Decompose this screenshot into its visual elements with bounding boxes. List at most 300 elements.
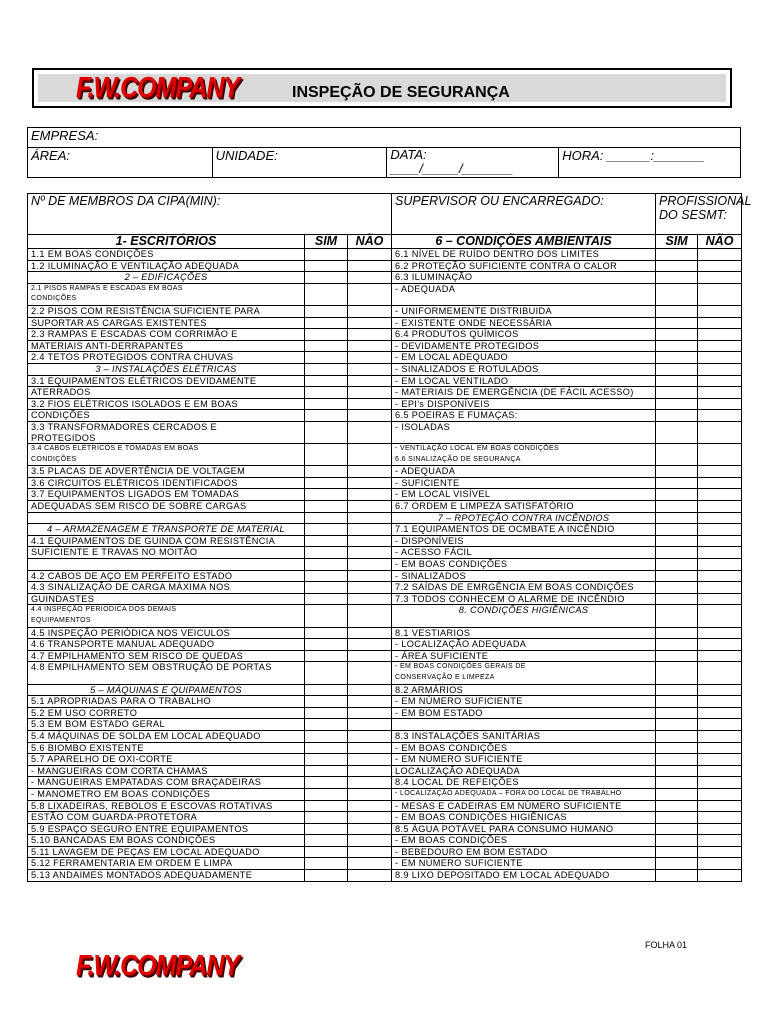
- checkbox-nao-right[interactable]: [698, 605, 742, 627]
- checkbox-nao-left[interactable]: [348, 340, 392, 352]
- checkbox-sim-left[interactable]: [305, 662, 348, 684]
- table-row: [28, 305, 742, 317]
- checkbox-nao-left[interactable]: [348, 707, 392, 719]
- table-row: [28, 639, 742, 651]
- checkbox-sim-left[interactable]: [305, 696, 348, 708]
- checkbox-sim-right[interactable]: [656, 375, 698, 387]
- checkbox-nao-left[interactable]: [348, 684, 392, 696]
- checkbox-nao-right[interactable]: [698, 639, 742, 651]
- checkbox-sim-left[interactable]: [305, 707, 348, 719]
- checkbox-sim-right[interactable]: [656, 547, 698, 559]
- checkbox-sim-left[interactable]: [305, 535, 348, 547]
- item-left: 4 – ARMAZENAGEM E TRANSPORTE DE MATERIAL: [28, 524, 305, 536]
- table-row: [28, 249, 742, 261]
- checkbox-sim-right[interactable]: [656, 605, 698, 627]
- checkbox-sim-left[interactable]: [305, 765, 348, 777]
- table-row: [28, 627, 742, 639]
- table-row: [28, 835, 742, 847]
- item-left: 5.3 EM BOM ESTADO GERAL: [28, 719, 305, 731]
- checkbox-nao-right[interactable]: [698, 444, 742, 466]
- table-row: [28, 650, 742, 662]
- checkbox-sim-left[interactable]: [305, 363, 348, 375]
- checkbox-nao-left[interactable]: [348, 260, 392, 272]
- item-left: 1.1 EM BOAS CONDIÇÕES: [28, 249, 305, 261]
- cipa-members-label[interactable]: Nº DE MEMBROS DA CIPA(MIN):: [28, 194, 392, 235]
- checkbox-nao-right[interactable]: [698, 812, 742, 824]
- item-left: 4.1 EQUIPAMENTOS DE GUINDA COM RESISTÊNCIA: [28, 535, 305, 547]
- checkbox-sim-right[interactable]: [656, 788, 698, 800]
- table-row: [28, 582, 742, 594]
- checkbox-sim-left[interactable]: [305, 260, 348, 272]
- checkbox-sim-left[interactable]: [305, 754, 348, 766]
- checkbox-nao-left[interactable]: [348, 305, 392, 317]
- checkbox-sim-left[interactable]: [305, 858, 348, 870]
- item-right: - VENTILAÇÃO LOCAL EM BOAS CONDIÇÕES 6.6 SINALIZAÇÃO DE SEGURANÇA: [392, 444, 656, 466]
- checkbox-sim-left[interactable]: [305, 627, 348, 639]
- item-left: ESTÃO COM GUARDA-PROTETORA: [28, 812, 305, 824]
- item-right: - ADEQUADA: [392, 466, 656, 478]
- checkbox-sim-right[interactable]: [656, 249, 698, 261]
- table-row: [28, 524, 742, 536]
- item-left: 5.2 EM USO CORRETO: [28, 707, 305, 719]
- checkbox-nao-right[interactable]: [698, 858, 742, 870]
- checkbox-sim-right[interactable]: [656, 870, 698, 882]
- item-left: 3.3 TRANSFORMADORES CERCADOS E PROTEGIDOS: [28, 421, 305, 443]
- item-right: - EM BOAS CONDIÇÕES: [392, 835, 656, 847]
- checkbox-nao-left[interactable]: [348, 662, 392, 684]
- checkbox-sim-left[interactable]: [305, 605, 348, 627]
- checkbox-sim-right[interactable]: [656, 444, 698, 466]
- checkbox-nao-left[interactable]: [348, 317, 392, 329]
- checkbox-nao-left[interactable]: [348, 754, 392, 766]
- checkbox-sim-left[interactable]: [305, 352, 348, 364]
- checkbox-sim-right[interactable]: [656, 800, 698, 812]
- checkbox-sim-right[interactable]: [656, 283, 698, 305]
- checkbox-sim-left[interactable]: [305, 317, 348, 329]
- checkbox-sim-right[interactable]: [656, 477, 698, 489]
- checkbox-nao-right[interactable]: [698, 410, 742, 422]
- checkbox-nao-left[interactable]: [348, 512, 392, 524]
- checkbox-nao-right[interactable]: [698, 489, 742, 501]
- field-area[interactable]: ÁREA:: [28, 148, 213, 178]
- table-row: [28, 272, 742, 284]
- item-left: 1.2 ILUMINAÇÃO E VENTILAÇÃO ADEQUADA: [28, 260, 305, 272]
- page-title: INSPEÇÃO DE SEGURANÇA: [292, 84, 510, 101]
- item-right: - DEVIDAMENTE PROTEGIDOS: [392, 340, 656, 352]
- checkbox-nao-right[interactable]: [698, 627, 742, 639]
- item-left: 5.9 ESPAÇO SEGURO ENTRE EQUIPAMENTOS: [28, 823, 305, 835]
- checkbox-sim-left[interactable]: [305, 650, 348, 662]
- checkbox-sim-left[interactable]: [305, 639, 348, 651]
- item-right: - SINALIZADOS: [392, 570, 656, 582]
- checkbox-sim-left[interactable]: [305, 719, 348, 731]
- field-data[interactable]: DATA: ____/_____/_______: [387, 148, 559, 178]
- checkbox-sim-right[interactable]: [656, 858, 698, 870]
- checkbox-nao-left[interactable]: [348, 870, 392, 882]
- checkbox-nao-left[interactable]: [348, 249, 392, 261]
- item-left: 4.3 SINALIZAÇÃO DE CARGA MÁXIMA NOS: [28, 582, 305, 594]
- checkbox-nao-right[interactable]: [698, 559, 742, 571]
- table-row: [28, 363, 742, 375]
- checkbox-nao-right[interactable]: [698, 398, 742, 410]
- item-left: 3.2 FIOS ELÉTRICOS ISOLADOS E EM BOAS: [28, 398, 305, 410]
- field-empresa[interactable]: EMPRESA:: [28, 128, 741, 148]
- checkbox-sim-left[interactable]: [305, 512, 348, 524]
- table-row: [28, 444, 742, 466]
- table-row: [28, 398, 742, 410]
- section-header-ambientais: 6 – CONDIÇÕES AMBIENTAIS: [392, 235, 656, 249]
- checkbox-sim-left[interactable]: [305, 835, 348, 847]
- item-right: 8.3 INSTALAÇÕES SANITÁRIAS: [392, 730, 656, 742]
- checkbox-nao-left[interactable]: [348, 627, 392, 639]
- checkbox-sim-right[interactable]: [656, 696, 698, 708]
- checkbox-nao-right[interactable]: [698, 765, 742, 777]
- table-row: [28, 730, 742, 742]
- checkbox-sim-left[interactable]: [305, 489, 348, 501]
- checkbox-nao-left[interactable]: [348, 593, 392, 605]
- checkbox-nao-right[interactable]: [698, 707, 742, 719]
- checkbox-nao-left[interactable]: [348, 559, 392, 571]
- item-left: [28, 512, 305, 524]
- item-left: 4.2 CABOS DE AÇO EM PERFEITO ESTADO: [28, 570, 305, 582]
- item-left: 3.6 CIRCUITOS ELÉTRICOS IDENTIFICADOS: [28, 477, 305, 489]
- checkbox-nao-right[interactable]: [698, 593, 742, 605]
- checkbox-sim-left[interactable]: [305, 823, 348, 835]
- table-row: [28, 535, 742, 547]
- checkbox-nao-right[interactable]: [698, 249, 742, 261]
- checkbox-sim-left[interactable]: [305, 582, 348, 594]
- checkbox-nao-right[interactable]: [698, 340, 742, 352]
- sesmt-label[interactable]: PROFISSIONAL DO SESMT:: [656, 194, 742, 235]
- checkbox-sim-right[interactable]: [656, 466, 698, 478]
- checkbox-sim-left[interactable]: [305, 559, 348, 571]
- checkbox-nao-left[interactable]: [348, 329, 392, 341]
- checkbox-sim-right[interactable]: [656, 421, 698, 443]
- checkbox-sim-left[interactable]: [305, 788, 348, 800]
- checkbox-sim-right[interactable]: [656, 846, 698, 858]
- checkbox-nao-right[interactable]: [698, 800, 742, 812]
- checkbox-sim-right[interactable]: [656, 823, 698, 835]
- checkbox-nao-left[interactable]: [348, 582, 392, 594]
- item-left: 5.10 BANCADAS EM BOAS CONDIÇÕES: [28, 835, 305, 847]
- checkbox-nao-right[interactable]: [698, 387, 742, 399]
- checkbox-nao-left[interactable]: [348, 410, 392, 422]
- checkbox-nao-left[interactable]: [348, 858, 392, 870]
- checkbox-nao-left[interactable]: [348, 421, 392, 443]
- item-left: 5.4 MÁQUINAS DE SOLDA EM LOCAL ADEQUADO: [28, 730, 305, 742]
- checkbox-sim-left[interactable]: [305, 477, 348, 489]
- checkbox-sim-left[interactable]: [305, 398, 348, 410]
- checkbox-sim-right[interactable]: [656, 593, 698, 605]
- item-left: 5.8 LIXADEIRAS, REBOLOS E ESCOVAS ROTATIVAS: [28, 800, 305, 812]
- checkbox-sim-right[interactable]: [656, 742, 698, 754]
- checkbox-sim-left[interactable]: [305, 329, 348, 341]
- checkbox-nao-left[interactable]: [348, 283, 392, 305]
- checkbox-nao-right[interactable]: [698, 788, 742, 800]
- checkbox-sim-left[interactable]: [305, 375, 348, 387]
- checkbox-nao-left[interactable]: [348, 777, 392, 789]
- table-row: [28, 547, 742, 559]
- checkbox-sim-left[interactable]: [305, 812, 348, 824]
- checkbox-sim-left[interactable]: [305, 593, 348, 605]
- checkbox-sim-right[interactable]: [656, 639, 698, 651]
- item-left: ATERRADOS: [28, 387, 305, 399]
- checkbox-sim-left[interactable]: [305, 466, 348, 478]
- checkbox-sim-right[interactable]: [656, 535, 698, 547]
- item-left: 5.12 FERRAMENTARIA EM ORDEM E LIMPA: [28, 858, 305, 870]
- item-left: 2.2 PISOS COM RESISTÊNCIA SUFICIENTE PARA: [28, 305, 305, 317]
- checkbox-nao-right[interactable]: [698, 582, 742, 594]
- checkbox-nao-right[interactable]: [698, 835, 742, 847]
- checkbox-sim-left[interactable]: [305, 305, 348, 317]
- checkbox-sim-right[interactable]: [656, 719, 698, 731]
- checkbox-nao-left[interactable]: [348, 466, 392, 478]
- checkbox-nao-right[interactable]: [698, 421, 742, 443]
- item-left: CONDIÇÕES: [28, 410, 305, 422]
- item-left: 5.1 APROPRIADAS PARA O TRABALHO: [28, 696, 305, 708]
- item-left: GUINDASTES: [28, 593, 305, 605]
- table-row: [28, 260, 742, 272]
- checkbox-nao-left[interactable]: [348, 719, 392, 731]
- checkbox-sim-right[interactable]: [656, 489, 698, 501]
- checkbox-nao-right[interactable]: [698, 547, 742, 559]
- table-row: [28, 477, 742, 489]
- checkbox-nao-right[interactable]: [698, 684, 742, 696]
- item-left: 2.4 TETOS PROTEGIDOS CONTRA CHUVAS: [28, 352, 305, 364]
- checkbox-sim-left[interactable]: [305, 684, 348, 696]
- checkbox-nao-right[interactable]: [698, 466, 742, 478]
- table-row: [28, 329, 742, 341]
- checkbox-sim-right[interactable]: [656, 352, 698, 364]
- item-left: 2 – EDIFICAÇÕES: [28, 272, 305, 284]
- table-row: [28, 605, 742, 627]
- item-left: 5 – MÁQUINAS E QUIPAMENTOS: [28, 684, 305, 696]
- checkbox-nao-left[interactable]: [348, 800, 392, 812]
- checkbox-sim-right[interactable]: [656, 363, 698, 375]
- checkbox-nao-right[interactable]: [698, 662, 742, 684]
- checkbox-sim-right[interactable]: [656, 387, 698, 399]
- supervisor-label[interactable]: SUPERVISOR OU ENCARREGADO:: [392, 194, 656, 235]
- item-right: - EM NÚMERO SUFICIENTE: [392, 696, 656, 708]
- checkbox-sim-left[interactable]: [305, 501, 348, 513]
- checkbox-nao-left[interactable]: [348, 765, 392, 777]
- field-unidade[interactable]: UNIDADE:: [212, 148, 387, 178]
- checkbox-sim-right[interactable]: [656, 707, 698, 719]
- checkbox-nao-left[interactable]: [348, 547, 392, 559]
- checkbox-sim-left[interactable]: [305, 421, 348, 443]
- checkbox-sim-left[interactable]: [305, 410, 348, 422]
- checkbox-nao-right[interactable]: [698, 317, 742, 329]
- checkbox-nao-left[interactable]: [348, 444, 392, 466]
- item-right: - EM BOM ESTADO: [392, 707, 656, 719]
- checkbox-nao-left[interactable]: [348, 570, 392, 582]
- item-right: - EM LOCAL VISÍVEL: [392, 489, 656, 501]
- checkbox-sim-right[interactable]: [656, 512, 698, 524]
- checkbox-sim-left[interactable]: [305, 283, 348, 305]
- checkbox-nao-left[interactable]: [348, 742, 392, 754]
- checkbox-sim-left[interactable]: [305, 272, 348, 284]
- checkbox-nao-left[interactable]: [348, 375, 392, 387]
- checkbox-nao-left[interactable]: [348, 639, 392, 651]
- item-right: 6.2 PROTEÇÃO SUFICIENTE CONTRA O CALOR: [392, 260, 656, 272]
- checkbox-nao-right[interactable]: [698, 535, 742, 547]
- checkbox-nao-right[interactable]: [698, 846, 742, 858]
- checkbox-sim-right[interactable]: [656, 812, 698, 824]
- checkbox-sim-left[interactable]: [305, 547, 348, 559]
- checkbox-sim-right[interactable]: [656, 329, 698, 341]
- item-right: - SINALIZADOS E ROTULADOS: [392, 363, 656, 375]
- checkbox-nao-left[interactable]: [348, 650, 392, 662]
- item-right: 7.1 EQUIPAMENTOS DE OCMBATE A INCÊNDIO: [392, 524, 656, 536]
- checkbox-sim-left[interactable]: [305, 444, 348, 466]
- checkbox-sim-left[interactable]: [305, 249, 348, 261]
- item-left: 4.6 TRANSPORTE MANUAL ADEQUADO: [28, 639, 305, 651]
- item-right: 6.7 ORDEM E LIMPEZA SATISFATÓRIO: [392, 501, 656, 513]
- item-left: 4.7 EMPILHAMENTO SEM RISCO DE QUEDAS: [28, 650, 305, 662]
- checkbox-nao-left[interactable]: [348, 812, 392, 824]
- checkbox-sim-right[interactable]: [656, 777, 698, 789]
- checkbox-nao-left[interactable]: [348, 605, 392, 627]
- table-row: [28, 754, 742, 766]
- table-row: [28, 707, 742, 719]
- table-row: [28, 788, 742, 800]
- checkbox-nao-right[interactable]: [698, 730, 742, 742]
- checkbox-nao-left[interactable]: [348, 398, 392, 410]
- checkbox-nao-right[interactable]: [698, 260, 742, 272]
- checkbox-sim-left[interactable]: [305, 387, 348, 399]
- table-row: [28, 870, 742, 882]
- checkbox-sim-right[interactable]: [656, 765, 698, 777]
- item-right: 6.4 PRODUTOS QUÍMICOS: [392, 329, 656, 341]
- company-logo: F.W.COMPANY: [76, 71, 240, 105]
- checkbox-nao-left[interactable]: [348, 823, 392, 835]
- table-row: [28, 846, 742, 858]
- item-left: 4.4 INSPEÇÃO PERIÓDICA DOS DEMAIS EQUIPAMENTOS: [28, 605, 305, 627]
- checkbox-nao-right[interactable]: [698, 719, 742, 731]
- table-row: [28, 696, 742, 708]
- checkbox-sim-right[interactable]: [656, 305, 698, 317]
- item-right: 6.3 ILUMINAÇÃO: [392, 272, 656, 284]
- checkbox-nao-left[interactable]: [348, 788, 392, 800]
- checkbox-nao-left[interactable]: [348, 696, 392, 708]
- checkbox-nao-right[interactable]: [698, 477, 742, 489]
- checkbox-nao-left[interactable]: [348, 846, 392, 858]
- table-row: [28, 340, 742, 352]
- checkbox-sim-right[interactable]: [656, 570, 698, 582]
- table-row: [28, 283, 742, 305]
- item-right: 8.4 LOCAL DE REFEIÇÕES: [392, 777, 656, 789]
- checkbox-nao-right[interactable]: [698, 283, 742, 305]
- item-right: - EM LOCAL VENTILADO: [392, 375, 656, 387]
- checkbox-sim-right[interactable]: [656, 524, 698, 536]
- checkbox-sim-right[interactable]: [656, 559, 698, 571]
- checkbox-sim-right[interactable]: [656, 684, 698, 696]
- field-hora[interactable]: HORA: ______:_______: [559, 148, 741, 178]
- checkbox-sim-right[interactable]: [656, 662, 698, 684]
- checkbox-sim-left[interactable]: [305, 742, 348, 754]
- checkbox-sim-right[interactable]: [656, 730, 698, 742]
- checkbox-nao-right[interactable]: [698, 329, 742, 341]
- checkbox-nao-left[interactable]: [348, 730, 392, 742]
- table-row: [28, 410, 742, 422]
- item-right: - LOCALIZAÇÃO ADEQUADA: [392, 639, 656, 651]
- checkbox-sim-right[interactable]: [656, 582, 698, 594]
- table-row: [28, 375, 742, 387]
- checkbox-nao-left[interactable]: [348, 524, 392, 536]
- checkbox-nao-right[interactable]: [698, 524, 742, 536]
- item-left: - MANGUEIRAS COM CORTA CHAMAS: [28, 765, 305, 777]
- checkbox-sim-right[interactable]: [656, 317, 698, 329]
- checkbox-sim-right[interactable]: [656, 398, 698, 410]
- checkbox-nao-left[interactable]: [348, 477, 392, 489]
- checkbox-nao-left[interactable]: [348, 363, 392, 375]
- checkbox-nao-right[interactable]: [698, 501, 742, 513]
- checkbox-sim-right[interactable]: [656, 410, 698, 422]
- table-row: [28, 777, 742, 789]
- item-left: [28, 559, 305, 571]
- checkbox-nao-right[interactable]: [698, 754, 742, 766]
- checkbox-nao-right[interactable]: [698, 870, 742, 882]
- table-row: [28, 800, 742, 812]
- item-left: SUPORTAR AS CARGAS EXISTENTES: [28, 317, 305, 329]
- checkbox-sim-left[interactable]: [305, 570, 348, 582]
- item-left: 4.8 EMPILHAMENTO SEM OBSTRUÇÃO DE PORTAS: [28, 662, 305, 684]
- checkbox-sim-left[interactable]: [305, 730, 348, 742]
- checkbox-sim-right[interactable]: [656, 501, 698, 513]
- col-sim-right: SIM: [656, 235, 698, 249]
- checkbox-sim-right[interactable]: [656, 260, 698, 272]
- checkbox-nao-left[interactable]: [348, 272, 392, 284]
- item-right: - UNIFORMEMENTE DISTRIBUIDA: [392, 305, 656, 317]
- checkbox-nao-right[interactable]: [698, 777, 742, 789]
- checkbox-nao-right[interactable]: [698, 352, 742, 364]
- checkbox-nao-right[interactable]: [698, 742, 742, 754]
- checkbox-nao-right[interactable]: [698, 363, 742, 375]
- checkbox-sim-right[interactable]: [656, 835, 698, 847]
- checkbox-nao-left[interactable]: [348, 387, 392, 399]
- checkbox-nao-right[interactable]: [698, 272, 742, 284]
- checkbox-nao-right[interactable]: [698, 823, 742, 835]
- checkbox-sim-right[interactable]: [656, 272, 698, 284]
- checkbox-sim-left[interactable]: [305, 524, 348, 536]
- checkbox-nao-left[interactable]: [348, 835, 392, 847]
- checkbox-sim-right[interactable]: [656, 754, 698, 766]
- checkbox-sim-left[interactable]: [305, 870, 348, 882]
- checkbox-nao-left[interactable]: [348, 501, 392, 513]
- table-row: [28, 559, 742, 571]
- item-left: 4.5 INSPEÇÃO PERIÓDICA NOS VEICULOS: [28, 627, 305, 639]
- checkbox-sim-left[interactable]: [305, 777, 348, 789]
- checkbox-nao-left[interactable]: [348, 535, 392, 547]
- checkbox-nao-right[interactable]: [698, 305, 742, 317]
- checkbox-sim-left[interactable]: [305, 800, 348, 812]
- checkbox-nao-left[interactable]: [348, 489, 392, 501]
- item-right: - EM BOAS CONDIÇÕES: [392, 559, 656, 571]
- checkbox-sim-right[interactable]: [656, 627, 698, 639]
- item-right: 8.1 VESTIARIOS: [392, 627, 656, 639]
- checkbox-nao-right[interactable]: [698, 375, 742, 387]
- checkbox-sim-left[interactable]: [305, 846, 348, 858]
- checkbox-nao-left[interactable]: [348, 352, 392, 364]
- checkbox-nao-right[interactable]: [698, 650, 742, 662]
- company-logo-footer: F.W.COMPANY: [76, 949, 240, 983]
- checkbox-sim-right[interactable]: [656, 340, 698, 352]
- checkbox-nao-right[interactable]: [698, 512, 742, 524]
- checkbox-sim-right[interactable]: [656, 650, 698, 662]
- checkbox-sim-left[interactable]: [305, 340, 348, 352]
- checkbox-nao-right[interactable]: [698, 570, 742, 582]
- checkbox-nao-right[interactable]: [698, 696, 742, 708]
